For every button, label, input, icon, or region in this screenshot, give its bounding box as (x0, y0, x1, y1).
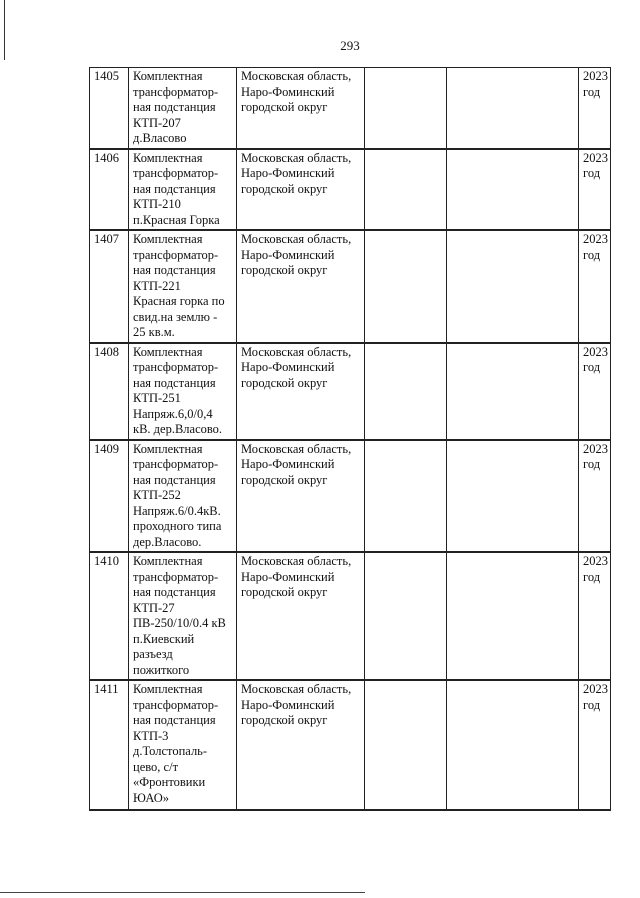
year-line: год (583, 166, 601, 180)
object-name-line: ПВ-250/10/0.4 кВ (133, 616, 226, 630)
object-name-line: Комплектная (133, 344, 203, 359)
year-cell (579, 149, 611, 231)
year-line: 2023 (583, 441, 608, 456)
address-line: Наро-Фоминский (241, 166, 335, 180)
object-name-line: трансформатор- (133, 247, 219, 262)
object-name-line: КТП-27 (133, 600, 175, 615)
object-name-line: трансформатор- (133, 166, 219, 180)
year-line: 2023 (583, 344, 608, 359)
address-cell (237, 343, 365, 440)
object-name-cell (129, 149, 237, 231)
year-cell (579, 680, 611, 810)
row-number-cell (90, 230, 129, 343)
object-name-line: ная подстанция (133, 375, 216, 390)
object-name-line: трансформатор- (133, 360, 219, 374)
object-name-cell (129, 68, 237, 149)
object-name-line: проходного типа (133, 519, 222, 533)
row-number: 1410 (94, 554, 119, 568)
object-name-line: КТП-252 (133, 488, 181, 502)
object-name-line: дер.Власово. (133, 534, 202, 549)
year-line: 2023 (583, 69, 608, 83)
address-line: городской округ (241, 263, 328, 277)
row-number-cell (90, 149, 129, 231)
table-row (90, 552, 611, 680)
address-line: Наро-Фоминский (241, 457, 335, 471)
object-name-line: трансформатор- (133, 569, 219, 584)
object-name-line: ная подстанция (133, 585, 216, 599)
address-line: Московская область, (241, 554, 352, 568)
empty-cell (447, 343, 579, 440)
empty-cell (447, 149, 579, 231)
object-name-line: д.Толстопаль- (133, 744, 208, 758)
row-number-cell (90, 440, 129, 553)
empty-cell (365, 230, 447, 343)
empty-cell (447, 440, 579, 553)
object-name-line: п.Киевский (133, 631, 195, 646)
year-line: год (583, 84, 601, 99)
object-name-cell (129, 440, 237, 553)
object-name-cell (129, 552, 237, 680)
object-name-line: трансформатор- (133, 84, 219, 99)
object-name-line: ная подстанция (133, 181, 216, 196)
object-name-line: п.Красная Горка (133, 212, 220, 227)
object-name-line: ная подстанция (133, 472, 216, 487)
table-row (90, 343, 611, 440)
row-number-cell (90, 680, 129, 810)
object-name-line: Комплектная (133, 682, 203, 696)
row-number-cell (90, 552, 129, 680)
address-line: городской округ (241, 713, 328, 727)
row-number-cell (90, 68, 129, 149)
address-cell (237, 440, 365, 553)
address-line: городской округ (241, 100, 328, 114)
object-name-line: «Фронтовики (133, 775, 206, 789)
object-name-line: ЮАО» (133, 790, 170, 805)
address-cell (237, 680, 365, 810)
object-name-line: Комплектная (133, 69, 203, 83)
address-cell (237, 68, 365, 149)
object-name-line: КТП-221 (133, 278, 181, 293)
empty-cell (447, 680, 579, 810)
year-line: год (583, 697, 601, 712)
object-name-line: цево, с/т (133, 759, 179, 774)
empty-cell (447, 68, 579, 149)
row-number: 1411 (94, 682, 119, 696)
registry-table (89, 67, 611, 811)
registry-table-body (90, 68, 611, 811)
year-line: год (583, 247, 601, 262)
address-line: Наро-Фоминский (241, 360, 335, 374)
address-line: городской округ (241, 472, 328, 487)
empty-cell (365, 343, 447, 440)
year-cell (579, 230, 611, 343)
object-name-cell (129, 230, 237, 343)
object-name-line: КТП-207 (133, 115, 181, 130)
row-number: 1407 (94, 232, 119, 246)
address-line: Московская область, (241, 441, 352, 456)
table-row (90, 680, 611, 810)
address-line: Наро-Фоминский (241, 84, 335, 99)
page-number: 293 (340, 38, 360, 53)
year-cell (579, 552, 611, 680)
object-name-line: Комплектная (133, 232, 203, 246)
address-line: городской округ (241, 585, 328, 599)
object-name-line: ная подстанция (133, 100, 216, 114)
address-line: Московская область, (241, 69, 352, 83)
empty-cell (365, 149, 447, 231)
address-cell (237, 149, 365, 231)
address-cell (237, 552, 365, 680)
object-name-line: ная подстанция (133, 263, 216, 277)
row-number: 1409 (94, 441, 119, 456)
address-line: городской округ (241, 181, 328, 196)
address-line: Московская область, (241, 682, 352, 696)
object-name-cell (129, 680, 237, 810)
object-name-line: ная подстанция (133, 713, 216, 727)
object-name-line: трансформатор- (133, 697, 219, 712)
empty-cell (365, 68, 447, 149)
table-row (90, 149, 611, 231)
empty-cell (365, 552, 447, 680)
year-line: 2023 (583, 232, 608, 246)
row-number: 1408 (94, 344, 119, 359)
object-name-line: д.Власово (133, 131, 187, 145)
empty-cell (447, 552, 579, 680)
object-name-line: Комплектная (133, 441, 203, 456)
row-number: 1406 (94, 150, 119, 165)
year-line: год (583, 457, 601, 471)
address-line: Московская область, (241, 232, 352, 246)
address-line: Московская область, (241, 150, 352, 165)
object-name-line: КТП-210 (133, 197, 181, 211)
table-row (90, 230, 611, 343)
year-line: год (583, 360, 601, 374)
object-name-line: 25 кв.м. (133, 325, 175, 339)
empty-cell (365, 440, 447, 553)
year-line: год (583, 569, 601, 584)
year-cell (579, 343, 611, 440)
address-line: Московская область, (241, 344, 352, 359)
table-row (90, 68, 611, 149)
row-number-cell (90, 343, 129, 440)
year-line: 2023 (583, 682, 608, 696)
row-number: 1405 (94, 69, 119, 83)
object-name-line: разъезд (133, 647, 173, 661)
empty-cell (365, 680, 447, 810)
object-name-line: КТП-3 (133, 728, 169, 743)
object-name-line: Красная горка по (133, 294, 225, 308)
year-cell (579, 440, 611, 553)
year-line: 2023 (583, 150, 608, 165)
address-line: Наро-Фоминский (241, 569, 335, 584)
empty-cell (447, 230, 579, 343)
address-line: городской округ (241, 375, 328, 390)
object-name-line: Напряж.6/0.4кВ. (133, 503, 221, 518)
address-cell (237, 230, 365, 343)
object-name-line: трансформатор- (133, 457, 219, 471)
table-row (90, 440, 611, 553)
object-name-line: Комплектная (133, 150, 203, 165)
object-name-cell (129, 343, 237, 440)
year-line: 2023 (583, 554, 608, 568)
object-name-line: кВ. дер.Власово. (133, 422, 223, 436)
bottom-rule (0, 892, 365, 893)
address-line: Наро-Фоминский (241, 247, 335, 262)
year-cell (579, 68, 611, 149)
object-name-line: Комплектная (133, 554, 203, 568)
object-name-line: пожиткого (133, 662, 190, 677)
object-name-line: Напряж.6,0/0,4 (133, 406, 213, 421)
address-line: Наро-Фоминский (241, 697, 335, 712)
object-name-line: КТП-251 (133, 391, 181, 405)
object-name-line: свид.на землю - (133, 309, 218, 324)
